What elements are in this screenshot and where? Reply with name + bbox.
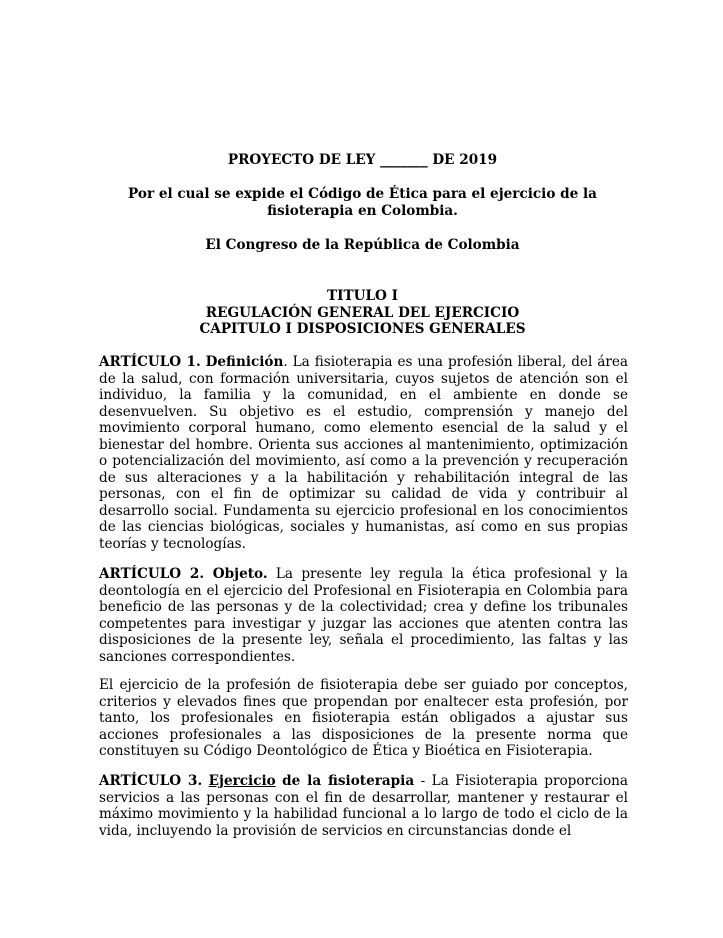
article-3 [99, 773, 628, 839]
article-2-text: La presente ley regula la ética profesional y la deontología en el ejercicio del Profesional en Fisioterapia en Colombia para beneficio de las personas y de la colectividad; crea y define los tribunales competentes para investigar y juzgar las acciones que atenten contra las disposiciones de la presente ley, señala el procedimiento, las faltas y las sanciones correspondientes. [99, 566, 628, 665]
chapter-name: CAPITULO I DISPOSICIONES GENERALES [199, 321, 526, 337]
article-1: ARTÍCULO 1. Definición. La fisioterapia es una profesión liberal, del área de la salud, con formación universitaria, cuyos sujetos de atención son el individuo, la familia y la comunidad, en el ambiente en donde se desenvuelven. Su objetivo es el estudio, comprensión y manejo del movimiento corporal humano, como elemento esencial de la salud y el bienestar del hombre. Orienta sus acciones al mantenimiento, optimización o potencialización del movimiento, así como a la prevención y recuperación de sus alteraciones y a la habilitación y rehabilitación integral de las personas, con el fin de optimizar su calidad de vida y contribuir al desarrollo social. Fundamenta su ejercicio profesional en los conocimientos de las ciencias biológicas, sociales y humanistas, así como en sus propias teorías y tecnologías. [99, 354, 629, 552]
title-number: TITULO I [327, 288, 398, 304]
congress-line: El Congreso de la República de Colombia [205, 237, 520, 253]
bill-title: PROYECTO DE LEY _______ DE 2019 [227, 152, 498, 168]
title-block [95, 288, 630, 338]
article-1-label: ARTÍCULO 1. [99, 354, 201, 370]
article-1-name: Definición [205, 354, 284, 370]
bill-subtitle: Por el cual se expide el Código de Ética para el ejercicio de la fisioterapia en Colombia. [128, 186, 597, 219]
article-2-paragraph-2: El ejercicio de la profesión de fisioterapia debe ser guiado por conceptos, criterios y elevados fines que propendan por enaltecer esta profesión, por tanto, los profesionales en fisioterapia están obligados a ajustar sus acciones profesionales a las disposiciones de la presente norma que constituyen su Código Deontológico de Ética y Bioética en Fisioterapia. [99, 677, 628, 759]
article-3-name-underlined: Ejercicio [208, 773, 276, 789]
article-1-text: La fisioterapia es una profesión liberal, del área de la salud, con formación universitaria, cuyos sujetos de atención son el individuo, la familia y la comunidad, en el ambiente en donde se desenvuelven. Su objetivo es el estudio, comprensión y manejo del movimiento corporal humano, como elemento esencial de la salud y el bienestar del hombre. Orienta sus acciones al mantenimiento, optimización o potencialización del movimiento, así como a la prevención y recuperación de sus alteraciones y a la habilitación y rehabilitación integral de las personas, con el fin de optimizar su calidad de vida y contribuir al desarrollo social. Fundamenta su ejercicio profesional en los conocimientos de las ciencias biológicas, sociales y humanistas, así como en sus propias teorías y tecnologías. [99, 354, 629, 552]
article-3-text: - La Fisioterapia proporciona servicios a las personas con el fin de desarrollar, mantener y restaurar el máximo movimiento y la habilidad funcional a lo largo de todo el ciclo de la vida, incluyendo la provisión de servicios en circunstancias donde el [99, 773, 629, 839]
article-2-label: ARTÍCULO 2. Objeto. [99, 566, 268, 582]
article-3-name-rest: de la fisioterapia [282, 773, 415, 789]
article-2 [99, 566, 628, 665]
article-3-label: ARTÍCULO 3. [99, 773, 203, 789]
title-name: REGULACIÓN GENERAL DEL EJERCICIO [205, 304, 520, 321]
